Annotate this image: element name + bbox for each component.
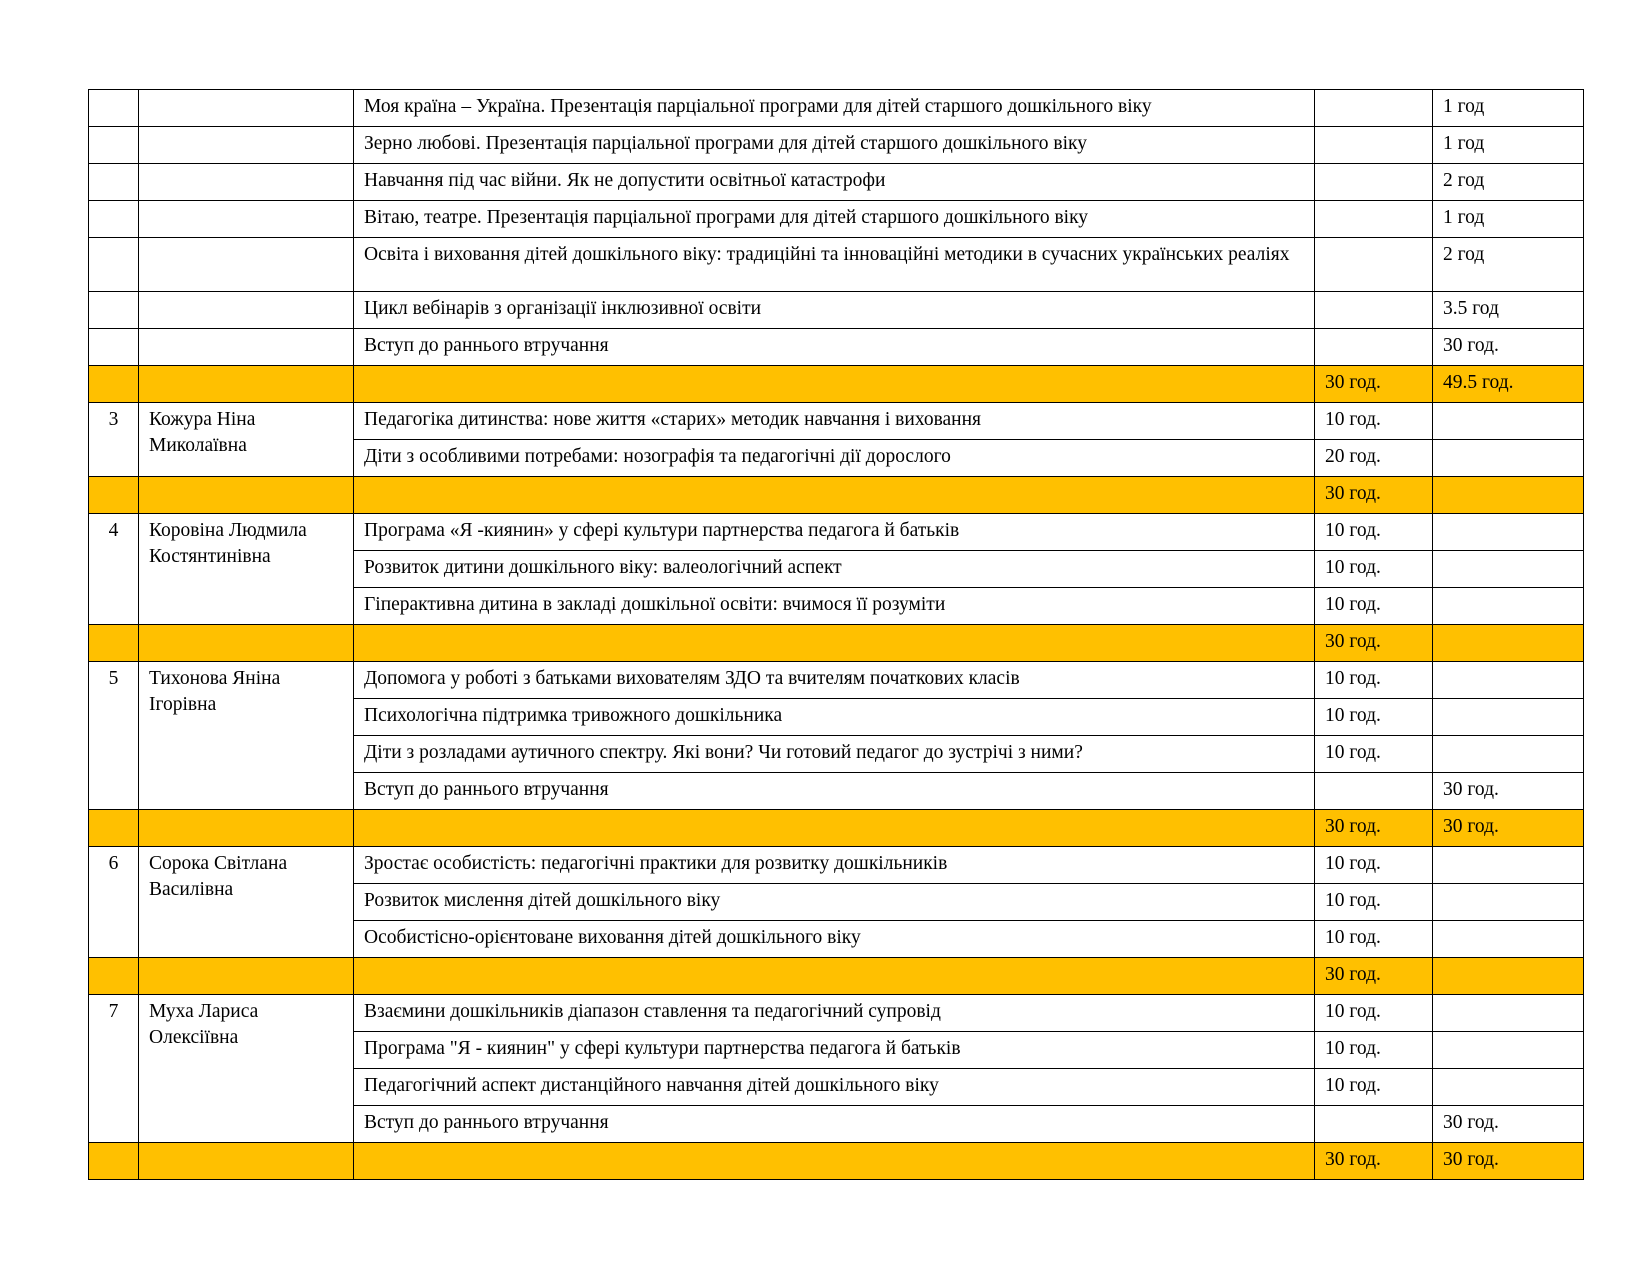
total-name-cell (139, 625, 354, 662)
course-title-cell: Діти з розладами аутичного спектру. Які вони? Чи готовий педагог до зустрічі з ними? (354, 736, 1315, 773)
row-number-cell: 3 (89, 403, 139, 477)
course-title-cell: Навчання під час війни. Як не допустити освітньої катастрофи (354, 164, 1315, 201)
teacher-name-cell: Тихонова Яніна Ігорівна (139, 662, 354, 810)
total-label-cell (354, 366, 1315, 403)
course-title-cell: Освіта і виховання дітей дошкільного віку: традиційні та інноваційні методики в сучасних українських реаліях (354, 238, 1315, 292)
table-row (89, 403, 1584, 440)
hours-2-cell (1433, 662, 1584, 699)
hours-1-cell: 10 год. (1315, 847, 1433, 884)
total-hours-1-cell: 30 год. (1315, 1143, 1433, 1180)
total-hours-2-cell (1433, 477, 1584, 514)
total-num-cell (89, 810, 139, 847)
hours-1-cell: 20 год. (1315, 440, 1433, 477)
table-row (89, 90, 1584, 127)
hours-1-cell (1315, 127, 1433, 164)
hours-2-cell (1433, 1032, 1584, 1069)
teacher-name-cell: Муха Лариса Олексіївна (139, 995, 354, 1143)
total-label-cell (354, 477, 1315, 514)
total-name-cell (139, 958, 354, 995)
course-title-cell: Моя країна – Україна. Презентація парціальної програми для дітей старшого дошкільного віку (354, 90, 1315, 127)
hours-2-cell (1433, 440, 1584, 477)
table-row (89, 201, 1584, 238)
teacher-name-cell (139, 238, 354, 292)
teacher-name-cell: Сорока Світлана Василівна (139, 847, 354, 958)
total-name-cell (139, 366, 354, 403)
hours-2-cell (1433, 847, 1584, 884)
hours-1-cell (1315, 238, 1433, 292)
course-title-cell: Вступ до раннього втручання (354, 1106, 1315, 1143)
table-row (89, 514, 1584, 551)
table-row (89, 662, 1584, 699)
course-title-cell: Взаємини дошкільників діапазон ставлення та педагогічний супровід (354, 995, 1315, 1032)
hours-1-cell: 10 год. (1315, 699, 1433, 736)
hours-1-cell: 10 год. (1315, 921, 1433, 958)
total-name-cell (139, 1143, 354, 1180)
total-row (89, 958, 1584, 995)
total-row (89, 366, 1584, 403)
hours-2-cell (1433, 514, 1584, 551)
hours-1-cell: 10 год. (1315, 514, 1433, 551)
hours-1-cell (1315, 329, 1433, 366)
row-number-cell (89, 238, 139, 292)
total-label-cell (354, 958, 1315, 995)
hours-2-cell (1433, 884, 1584, 921)
hours-2-cell (1433, 551, 1584, 588)
total-label-cell (354, 1143, 1315, 1180)
row-number-cell: 5 (89, 662, 139, 810)
course-title-cell: Вступ до раннього втручання (354, 773, 1315, 810)
table-row (89, 238, 1584, 292)
hours-1-cell (1315, 292, 1433, 329)
total-label-cell (354, 810, 1315, 847)
hours-1-cell: 10 год. (1315, 995, 1433, 1032)
hours-2-cell (1433, 699, 1584, 736)
hours-2-cell: 30 год. (1433, 1106, 1584, 1143)
hours-1-cell: 10 год. (1315, 662, 1433, 699)
total-row (89, 810, 1584, 847)
table-row (89, 164, 1584, 201)
course-title-cell: Гіперактивна дитина в закладі дошкільної освіти: вчимося її розуміти (354, 588, 1315, 625)
hours-2-cell (1433, 736, 1584, 773)
hours-1-cell: 10 год. (1315, 736, 1433, 773)
hours-2-cell: 3.5 год (1433, 292, 1584, 329)
total-row (89, 1143, 1584, 1180)
hours-1-cell (1315, 164, 1433, 201)
hours-1-cell: 10 год. (1315, 884, 1433, 921)
total-row (89, 625, 1584, 662)
row-number-cell (89, 164, 139, 201)
hours-1-cell: 10 год. (1315, 1069, 1433, 1106)
table-row (89, 127, 1584, 164)
row-number-cell (89, 90, 139, 127)
teacher-name-cell (139, 90, 354, 127)
teacher-name-cell (139, 329, 354, 366)
hours-2-cell (1433, 921, 1584, 958)
teacher-name-cell: Коровіна Людмила Костянтинівна (139, 514, 354, 625)
course-title-cell: Розвиток дитини дошкільного віку: валеологічний аспект (354, 551, 1315, 588)
total-num-cell (89, 366, 139, 403)
hours-1-cell (1315, 201, 1433, 238)
table-row (89, 995, 1584, 1032)
total-num-cell (89, 958, 139, 995)
course-title-cell: Педагогіка дитинства: нове життя «старих» методик навчання і виховання (354, 403, 1315, 440)
table-row (89, 329, 1584, 366)
total-name-cell (139, 477, 354, 514)
total-hours-1-cell: 30 год. (1315, 477, 1433, 514)
course-title-cell: Особистісно-орієнтоване виховання дітей дошкільного віку (354, 921, 1315, 958)
row-number-cell (89, 201, 139, 238)
course-title-cell: Цикл вебінарів з організації інклюзивної освіти (354, 292, 1315, 329)
total-hours-2-cell (1433, 958, 1584, 995)
total-row (89, 477, 1584, 514)
total-hours-1-cell: 30 год. (1315, 366, 1433, 403)
total-num-cell (89, 625, 139, 662)
hours-1-cell (1315, 1106, 1433, 1143)
hours-2-cell: 1 год (1433, 201, 1584, 238)
hours-2-cell: 1 год (1433, 127, 1584, 164)
teacher-name-cell: Кожура Ніна Миколаївна (139, 403, 354, 477)
row-number-cell: 4 (89, 514, 139, 625)
hours-2-cell (1433, 995, 1584, 1032)
course-title-cell: Програма «Я -киянин» у сфері культури партнерства педагога й батьків (354, 514, 1315, 551)
hours-1-cell: 10 год. (1315, 588, 1433, 625)
table-row (89, 847, 1584, 884)
hours-2-cell: 2 год (1433, 238, 1584, 292)
course-title-cell: Психологічна підтримка тривожного дошкільника (354, 699, 1315, 736)
course-title-cell: Програма "Я - киянин" у сфері культури партнерства педагога й батьків (354, 1032, 1315, 1069)
row-number-cell (89, 127, 139, 164)
course-title-cell: Вітаю, театре. Презентація парціальної програми для дітей старшого дошкільного віку (354, 201, 1315, 238)
teacher-name-cell (139, 164, 354, 201)
total-num-cell (89, 1143, 139, 1180)
total-hours-2-cell: 30 год. (1433, 810, 1584, 847)
total-name-cell (139, 810, 354, 847)
hours-1-cell (1315, 773, 1433, 810)
course-title-cell: Розвиток мислення дітей дошкільного віку (354, 884, 1315, 921)
course-title-cell: Педагогічний аспект дистанційного навчання дітей дошкільного віку (354, 1069, 1315, 1106)
hours-2-cell: 1 год (1433, 90, 1584, 127)
total-label-cell (354, 625, 1315, 662)
course-title-cell: Допомога у роботі з батьками вихователям ЗДО та вчителям початкових класів (354, 662, 1315, 699)
hours-1-cell (1315, 90, 1433, 127)
course-title-cell: Вступ до раннього втручання (354, 329, 1315, 366)
total-hours-1-cell: 30 год. (1315, 625, 1433, 662)
total-hours-2-cell (1433, 625, 1584, 662)
hours-2-cell (1433, 403, 1584, 440)
teacher-name-cell (139, 292, 354, 329)
row-number-cell (89, 329, 139, 366)
hours-2-cell: 30 год. (1433, 773, 1584, 810)
total-hours-2-cell: 49.5 год. (1433, 366, 1584, 403)
hours-2-cell (1433, 588, 1584, 625)
row-number-cell (89, 292, 139, 329)
hours-2-cell: 30 год. (1433, 329, 1584, 366)
total-hours-1-cell: 30 год. (1315, 810, 1433, 847)
total-hours-2-cell: 30 год. (1433, 1143, 1584, 1180)
course-title-cell: Зростає особистість: педагогічні практики для розвитку дошкільників (354, 847, 1315, 884)
row-number-cell: 7 (89, 995, 139, 1143)
teacher-name-cell (139, 127, 354, 164)
hours-1-cell: 10 год. (1315, 403, 1433, 440)
table-row (89, 292, 1584, 329)
hours-1-cell: 10 год. (1315, 551, 1433, 588)
hours-2-cell (1433, 1069, 1584, 1106)
teacher-name-cell (139, 201, 354, 238)
row-number-cell: 6 (89, 847, 139, 958)
courses-table (88, 89, 1584, 1180)
courses-table-body (89, 90, 1584, 1180)
course-title-cell: Діти з особливими потребами: нозографія та педагогічні дії дорослого (354, 440, 1315, 477)
total-num-cell (89, 477, 139, 514)
hours-1-cell: 10 год. (1315, 1032, 1433, 1069)
total-hours-1-cell: 30 год. (1315, 958, 1433, 995)
hours-2-cell: 2 год (1433, 164, 1584, 201)
course-title-cell: Зерно любові. Презентація парціальної програми для дітей старшого дошкільного віку (354, 127, 1315, 164)
